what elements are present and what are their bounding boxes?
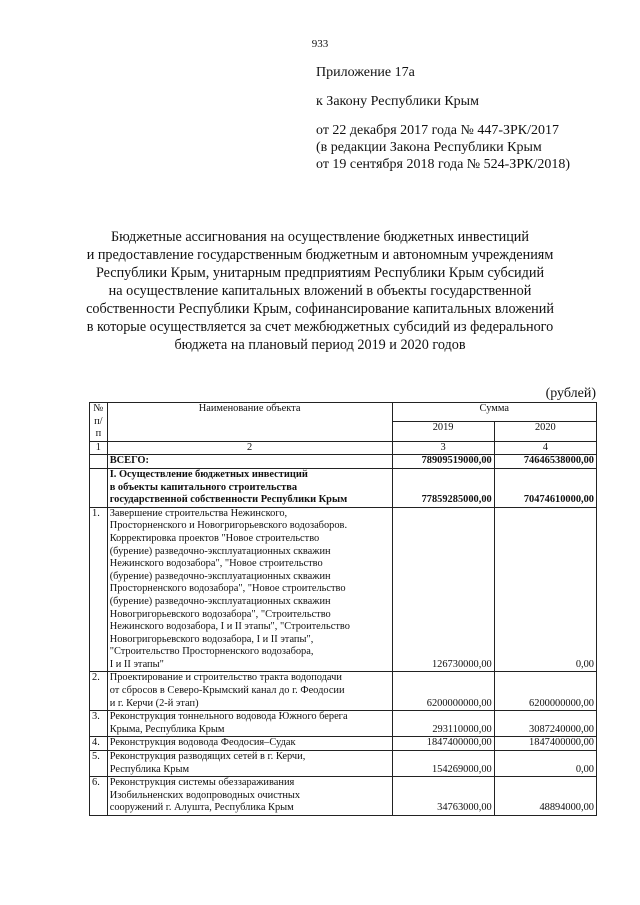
document-title <box>60 228 580 354</box>
title-line: на осуществление капитальных вложений в объекты государственной <box>108 283 532 299</box>
page-number: 933 <box>311 38 329 50</box>
row-value-2020: 0,00 <box>494 507 596 672</box>
row-name: Реконструкция тоннельного водовода Южного берега Крыма, Республика Крым <box>107 711 392 737</box>
title-line: в которые осуществляется за счет межбюджетных субсидий из федерального <box>86 319 554 335</box>
title-line: бюджета на плановый период 2019 и 2020 годов <box>174 337 466 353</box>
title-line: и предоставление государственным бюджетным и автономным учреждениям <box>86 247 554 263</box>
row-num: 4. <box>90 737 108 751</box>
section-row <box>90 468 597 507</box>
appendix-line: к Закону Республики Крым <box>316 94 479 109</box>
table-row <box>90 777 597 816</box>
row-value-2020: 0,00 <box>494 751 596 777</box>
table-row <box>90 672 597 711</box>
row-name: Проектирование и строительство тракта водоподачи от сбросов в Северо-Крымский канал до г. Феодосии и г. Керчи (2-й этап) <box>107 672 392 711</box>
col-number: 1 <box>90 441 108 455</box>
row-value-2019: 293110000,00 <box>392 711 494 737</box>
row-value-2019: 1847400000,00 <box>392 737 494 751</box>
row-num: 3. <box>90 711 108 737</box>
row-value-2019: 6200000000,00 <box>392 672 494 711</box>
appendix-line: от 19 сентября 2018 года № 524-ЗРК/2018) <box>316 157 570 172</box>
header-name: Наименование объекта <box>107 403 392 442</box>
row-num: 6. <box>90 777 108 816</box>
row-num: 2. <box>90 672 108 711</box>
header-year-2019: 2019 <box>392 422 494 441</box>
row-value-2019: 154269000,00 <box>392 751 494 777</box>
col-number: 2 <box>107 441 392 455</box>
title-line: собственности Республики Крым, софинансирование капитальных вложений <box>86 301 554 317</box>
total-2019: 78909519000,00 <box>392 455 494 469</box>
header-sum: Сумма <box>392 403 597 422</box>
total-row <box>90 455 597 469</box>
appendix-line: Приложение 17а <box>316 65 415 80</box>
row-name: Реконструкция водовода Феодосия–Судак <box>107 737 392 751</box>
row-num: 1. <box>90 507 108 672</box>
total-label: ВСЕГО: <box>107 455 392 469</box>
total-num <box>90 455 108 469</box>
row-value-2019: 126730000,00 <box>392 507 494 672</box>
row-num: 5. <box>90 751 108 777</box>
header-num: № п/п <box>90 403 108 442</box>
col-number: 4 <box>494 441 596 455</box>
column-numbers-row <box>90 441 597 455</box>
title-line: Республики Крым, унитарным предприятиям Республики Крым субсидий <box>95 265 545 281</box>
appendix-line: от 22 декабря 2017 года № 447-ЗРК/2017 <box>316 123 560 138</box>
table-row <box>90 737 597 751</box>
table-row <box>90 751 597 777</box>
appendix-line: (в редакции Закона Республики Крым <box>316 140 542 155</box>
units-label: (рублей) <box>545 386 596 401</box>
total-2020: 74646538000,00 <box>494 455 596 469</box>
title-line: Бюджетные ассигнования на осуществление бюджетных инвестиций <box>111 229 529 245</box>
table-row <box>90 711 597 737</box>
section-2019: 77859285000,00 <box>392 468 494 507</box>
section-2020: 70474610000,00 <box>494 468 596 507</box>
section-num <box>90 468 108 507</box>
row-value-2020: 6200000000,00 <box>494 672 596 711</box>
col-number: 3 <box>392 441 494 455</box>
row-value-2020: 48894000,00 <box>494 777 596 816</box>
appendix-block <box>316 64 636 173</box>
row-name: Реконструкция системы обеззараживания Изобильненских водопроводных очистных сооружений г. Алушта, Республика Крым <box>107 777 392 816</box>
section-label: I. Осуществление бюджетных инвестиций в объекты капитального строительства государственной собственности Республики Крым <box>107 468 392 507</box>
row-value-2020: 3087240000,00 <box>494 711 596 737</box>
header-row <box>90 403 597 422</box>
row-name: Реконструкция разводящих сетей в г. Керчи, Республика Крым <box>107 751 392 777</box>
row-value-2019: 34763000,00 <box>392 777 494 816</box>
budget-table <box>89 402 597 816</box>
table-row <box>90 507 597 672</box>
row-name: Завершение строительства Нежинского, Просторненского и Новогригорьевского водозаборов. Корректировка проектов "Новое строительство (бурение) разведочно-эксплуатационных скважин Нежинского водозабора", "Новое строительство (бурение) разведочно-эксплуатационных скважин Просторненского водозабора", "Новое строительство (бурение) разведочно-эксплуатационных скважин Новогригорьевского водозабора", "Строительство Нежинского водозабора, I и II этапы", "Строительство Новогригорьевского водозабора, I и II этапы", "Строительство Просторненского водозабора, I и II этапы" <box>107 507 392 672</box>
header-year-2020: 2020 <box>494 422 596 441</box>
row-value-2020: 1847400000,00 <box>494 737 596 751</box>
